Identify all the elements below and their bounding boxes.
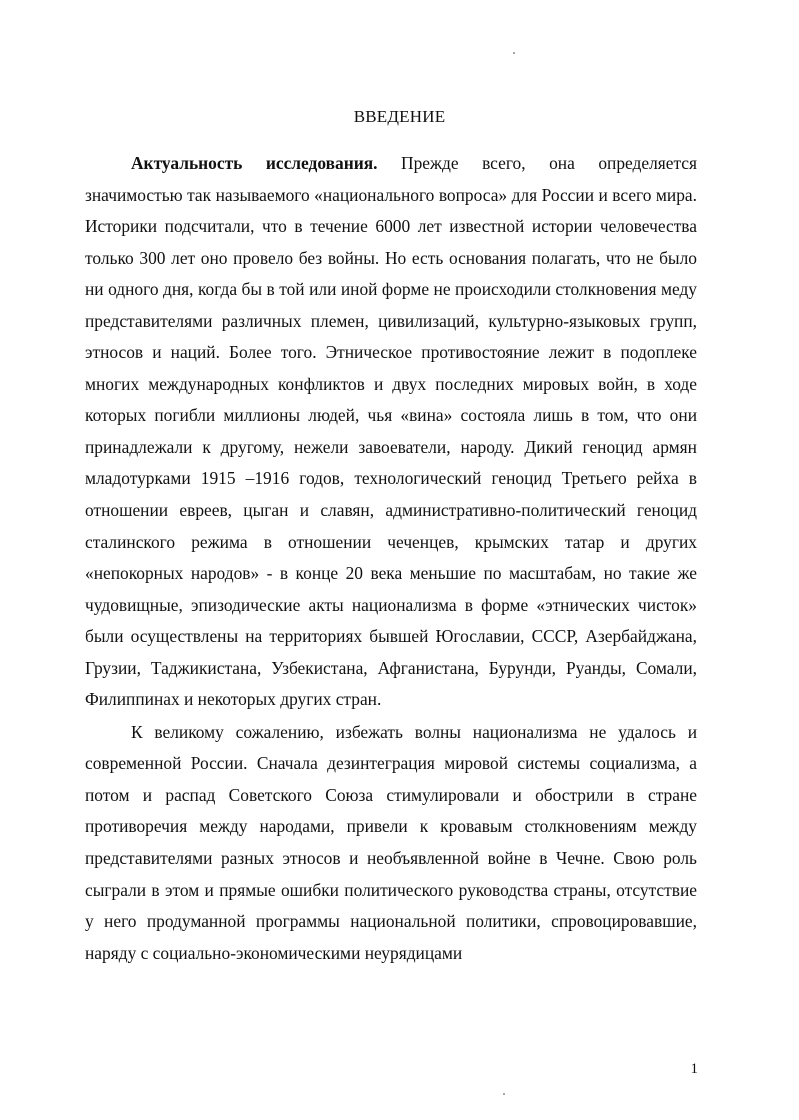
document-title: ВВЕДЕНИЕ bbox=[353, 107, 446, 126]
document-body bbox=[85, 148, 697, 969]
paragraph-nationalism bbox=[85, 717, 697, 969]
scan-speck bbox=[503, 1093, 505, 1095]
paragraph-lead: Актуальность исследования. bbox=[131, 153, 378, 173]
page-number: 1 bbox=[690, 1061, 698, 1077]
paragraph-text: Прежде всего, она определяется значимостью так называемого «национального вопроса» для России и всего мира. Историки подсчитали, что в течение 6000 лет известной истории человечества только 300 лет оно провело без войны. Но есть основания полагать, что не было ни одного дня, когда бы в той или иной форме не происходили столкновения меду представителями различных племен, цивилизаций, культурно-языковых групп, этносов и наций. Более того. Этническое противостояние лежит в подоплеке многих международных конфликтов и двух последних мировых войн, в ходе которых погибли миллионы людей, чья «вина» состояла лишь в том, что они принадлежали к другому, нежели завоеватели, народу. Дикий геноцид армян младотурками 1915 –1916 годов, технологический геноцид Третьего рейха в отношении евреев, цыган и славян, административно-политический геноцид сталинского режима в отношении чеченцев, крымских татар и других «непокорных народов» - в конце 20 века меньшие по масштабам, но такие же чудовищные, эпизодические акты национализма в форме «этнических чисток» были осуществлены на территориях бывшей Югославии, СССР, Азербайджана, Грузии, Таджикистана, Узбекистана, Афганистана, Бурунди, Руанды, Сомали, Филиппинах и некоторых других стран. bbox=[85, 153, 697, 710]
scan-speck bbox=[513, 52, 515, 54]
paragraph-text: К великому сожалению, избежать волны национализма не удалось и современной России. Сначала дезинтеграция мировой системы социализма, а потом и распад Советского Союза стимулировали и обострили в стране противоречия между народами, привели к кровавым столкновениям между представителями разных этносов и необъявленной войне в Чечне. Свою роль сыграли в этом и прямые ошибки политического руководства страны, отсутствие у него продуманной программы национальной политики, спровоцировавшие, наряду с социально-экономическими неурядицами bbox=[85, 721, 697, 963]
paragraph-relevance bbox=[85, 148, 697, 716]
